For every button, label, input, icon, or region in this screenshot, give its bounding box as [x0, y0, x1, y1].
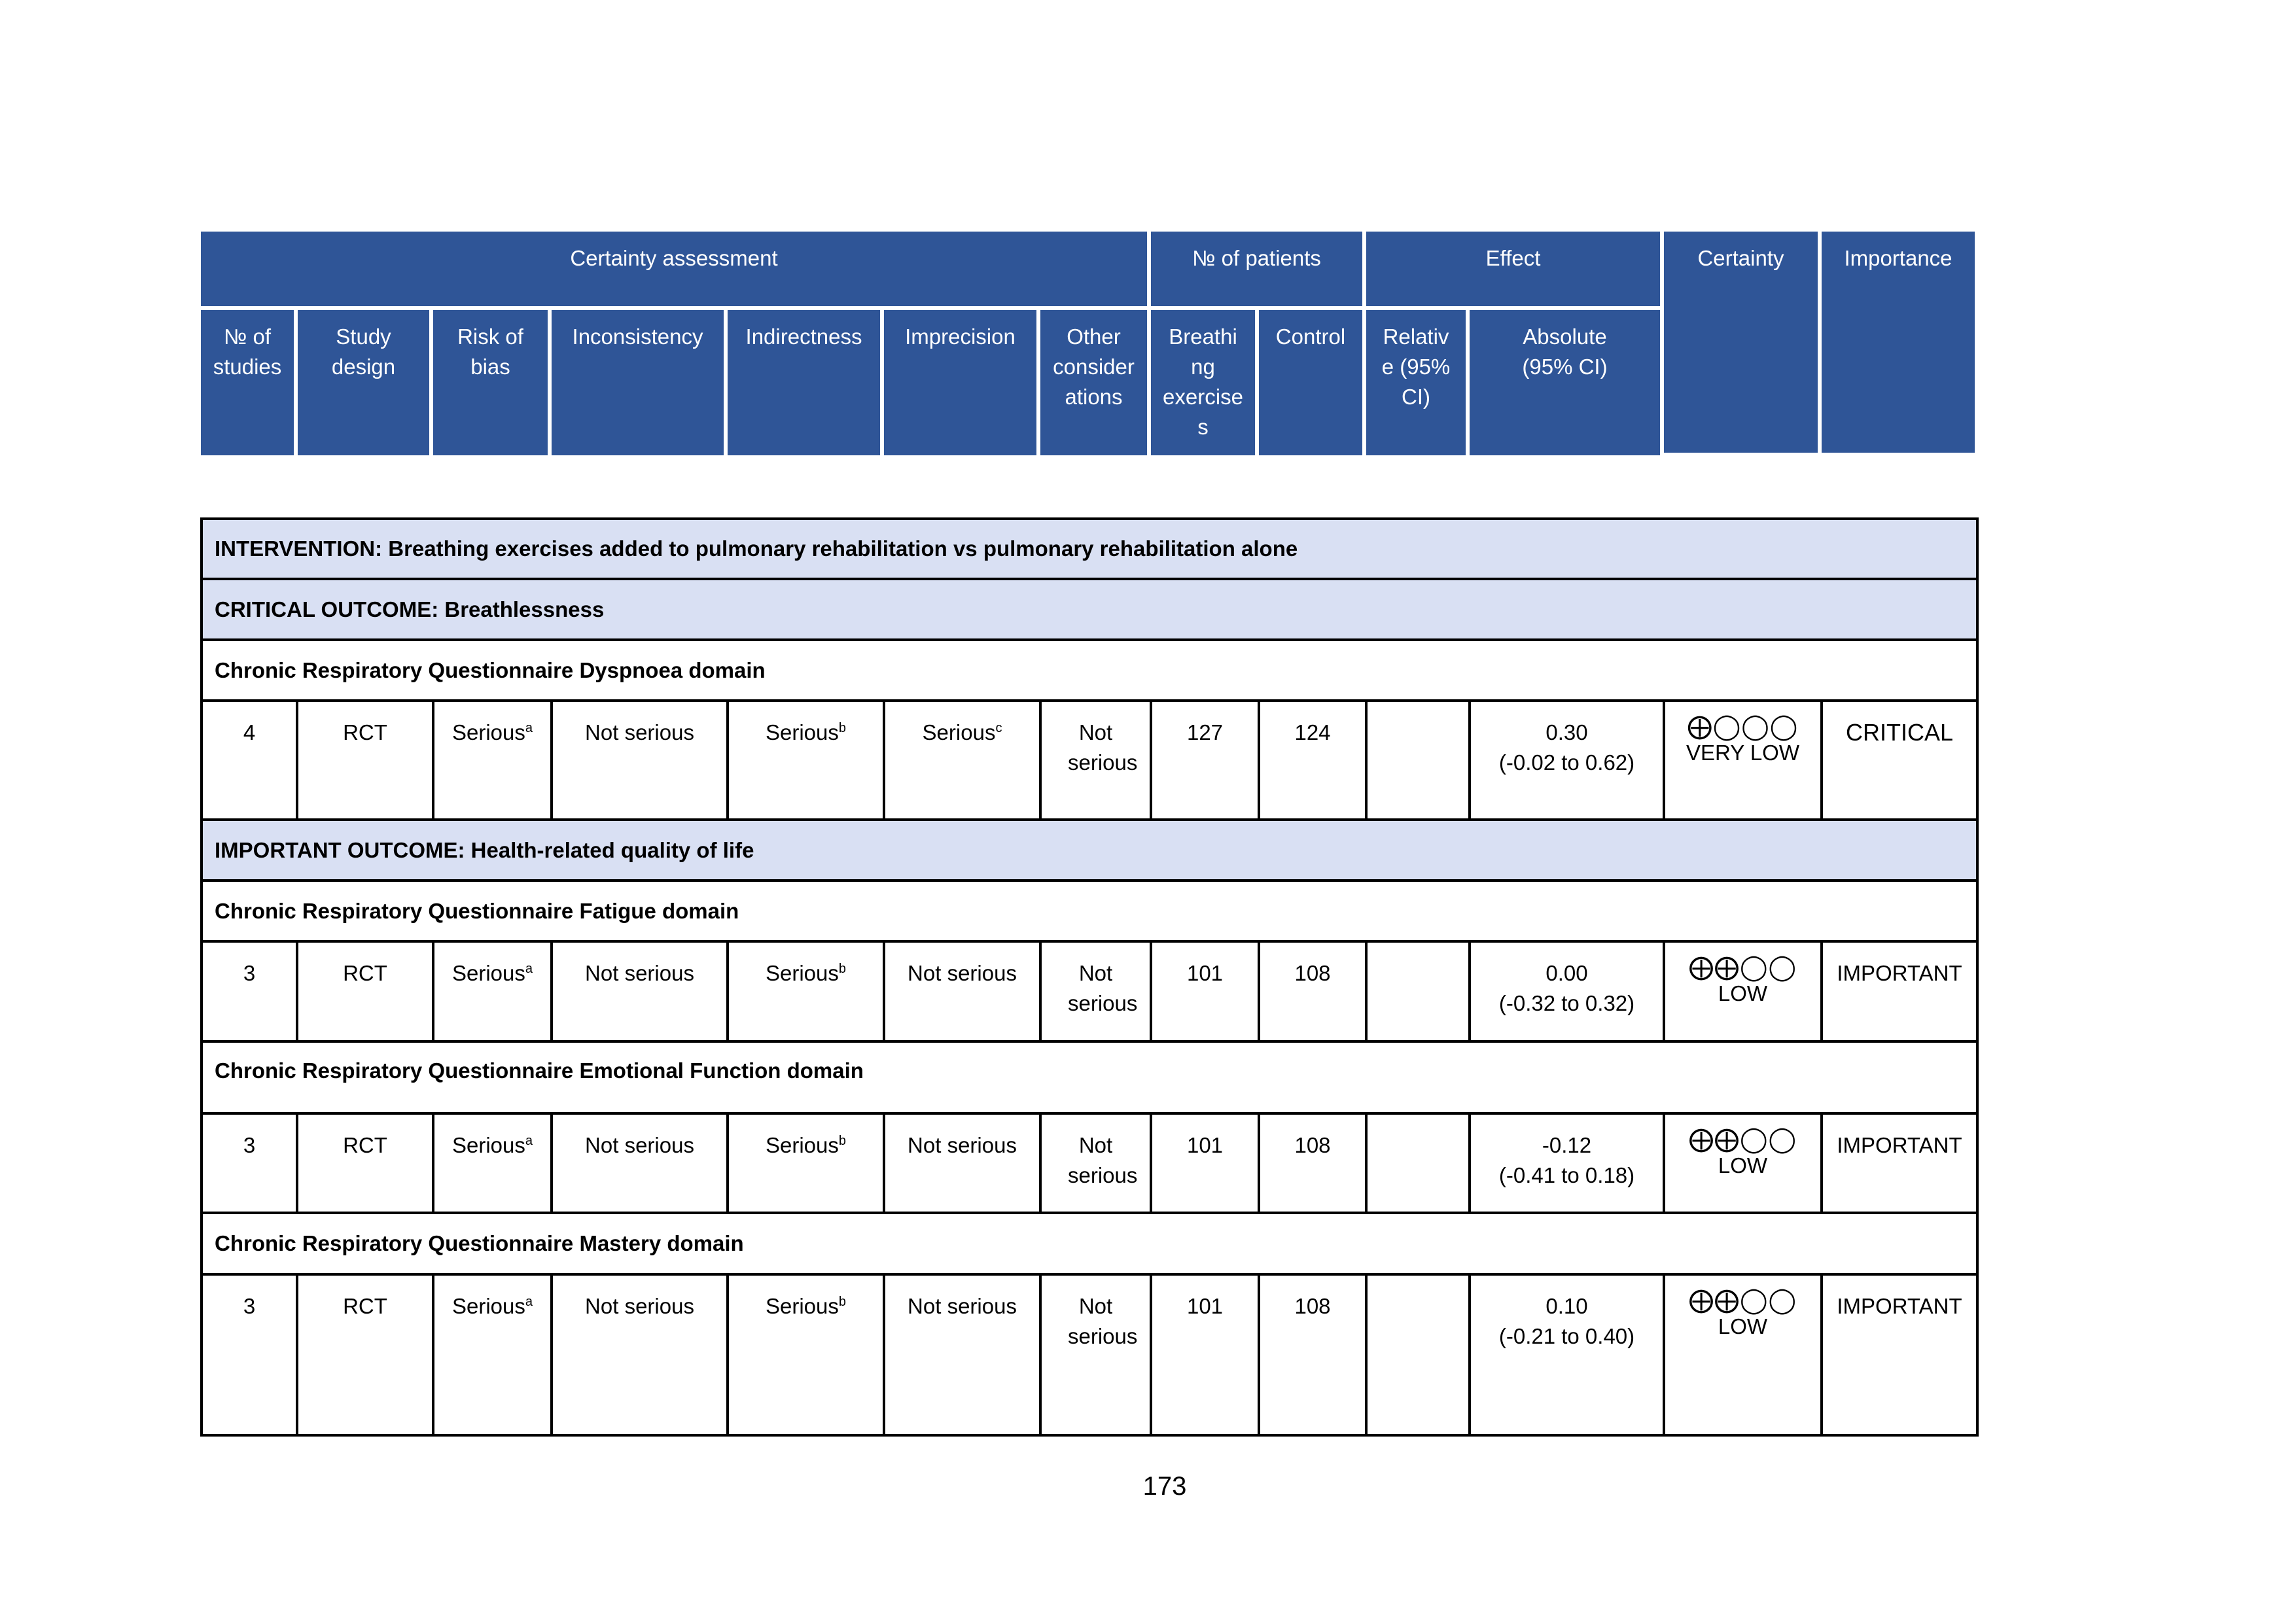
band-dyspnoea-domain: Chronic Respiratory Questionnaire Dyspnoea domain [200, 638, 1979, 699]
cell-indirectness [726, 1273, 883, 1437]
cell-imprecision [883, 1273, 1039, 1437]
cell-other: Not serious [1039, 699, 1150, 818]
cell-control: 108 [1258, 940, 1365, 1040]
cell-certainty [1663, 1273, 1820, 1437]
cell-absolute [1468, 699, 1663, 818]
col-indirectness: Indirectness [728, 310, 880, 455]
absolute-value: 0.00 [1545, 961, 1588, 985]
absolute-ci: (-0.32 to 0.32) [1498, 991, 1635, 1015]
imprecision-footnote: c [995, 721, 1002, 735]
absolute-value: 0.10 [1545, 1294, 1588, 1318]
certainty-symbols: ⨁◯◯◯ [1687, 713, 1799, 741]
certainty-symbols: ⨁⨁◯◯ [1688, 1126, 1797, 1153]
certainty-label: LOW [1718, 981, 1768, 1005]
cell-certainty [1663, 699, 1820, 818]
imprecision-text: Serious [922, 720, 996, 744]
cell-other: Not serious [1039, 940, 1150, 1040]
cell-certainty [1663, 940, 1820, 1040]
cell-other: Not serious [1039, 1112, 1150, 1212]
indirectness-footnote: b [838, 1134, 846, 1148]
cell-control: 108 [1258, 1112, 1365, 1212]
cell-relative [1365, 940, 1468, 1040]
cell-importance: IMPORTANT [1820, 1273, 1979, 1437]
cell-absolute [1468, 1112, 1663, 1212]
cell-relative [1365, 699, 1468, 818]
bias-text: Serious [451, 1133, 525, 1157]
cell-studies: 4 [200, 699, 296, 818]
cell-bias [432, 699, 550, 818]
cell-inconsistency: Not serious [550, 1273, 726, 1437]
col-study-design: Study design [298, 310, 429, 455]
imprecision-text: Not serious [908, 1133, 1017, 1157]
cell-indirectness [726, 699, 883, 818]
cell-studies: 3 [200, 1273, 296, 1437]
indirectness-text: Serious [765, 961, 839, 985]
cell-bias [432, 1112, 550, 1212]
header-effect: Effect [1366, 232, 1660, 306]
bias-footnote: a [525, 1295, 533, 1309]
indirectness-text: Serious [765, 720, 839, 744]
indirectness-text: Serious [765, 1133, 839, 1157]
cell-indirectness [726, 1112, 883, 1212]
page-number: 173 [1142, 1472, 1187, 1501]
bias-text: Serious [451, 720, 525, 744]
certainty-label: VERY LOW [1686, 741, 1799, 765]
cell-breathing: 101 [1150, 1273, 1258, 1437]
band-mastery-domain: Chronic Respiratory Questionnaire Mastery domain [200, 1212, 1979, 1273]
indirectness-text: Serious [765, 1294, 839, 1318]
absolute-value: 0.30 [1545, 720, 1588, 744]
bias-footnote: a [525, 1134, 533, 1148]
cell-bias [432, 1273, 550, 1437]
band-critical-outcome: CRITICAL OUTCOME: Breathlessness [200, 578, 1979, 638]
bias-text: Serious [451, 1294, 525, 1318]
absolute-value: -0.12 [1542, 1133, 1592, 1157]
band-fatigue-domain: Chronic Respiratory Questionnaire Fatigue domain [200, 879, 1979, 940]
cell-design: RCT [296, 940, 432, 1040]
cell-indirectness [726, 940, 883, 1040]
col-inconsistency: Inconsistency [552, 310, 724, 455]
cell-other: Not serious [1039, 1273, 1150, 1437]
col-risk-of-bias: Risk of bias [433, 310, 548, 455]
cell-imprecision [883, 1112, 1039, 1212]
header-num-patients: № of patients [1151, 232, 1362, 306]
col-relative: Relativ e (95% CI) [1366, 310, 1466, 455]
cell-absolute [1468, 1273, 1663, 1437]
band-important-outcome: IMPORTANT OUTCOME: Health-related quality of life [200, 818, 1979, 879]
bias-footnote: a [525, 721, 533, 735]
bias-text: Serious [451, 961, 525, 985]
certainty-symbols: ⨁⨁◯◯ [1688, 954, 1797, 981]
cell-bias [432, 940, 550, 1040]
certainty-label: LOW [1718, 1314, 1768, 1338]
cell-imprecision [883, 940, 1039, 1040]
indirectness-footnote: b [838, 1295, 846, 1309]
cell-absolute [1468, 940, 1663, 1040]
col-absolute: Absolute (95% CI) [1470, 310, 1660, 455]
indirectness-footnote: b [838, 721, 846, 735]
absolute-ci: (-0.21 to 0.40) [1498, 1324, 1635, 1348]
indirectness-footnote: b [838, 962, 846, 976]
cell-imprecision [883, 699, 1039, 818]
header-certainty-assessment: Certainty assessment [201, 232, 1147, 306]
band-intervention: INTERVENTION: Breathing exercises added to pulmonary rehabilitation vs pulmonary rehabilitation alone [200, 517, 1979, 578]
cell-certainty [1663, 1112, 1820, 1212]
cell-inconsistency: Not serious [550, 940, 726, 1040]
cell-relative [1365, 1112, 1468, 1212]
cell-design: RCT [296, 1273, 432, 1437]
cell-inconsistency: Not serious [550, 699, 726, 818]
cell-studies: 3 [200, 1112, 296, 1212]
cell-breathing: 101 [1150, 1112, 1258, 1212]
col-num-studies: № of studies [201, 310, 294, 455]
imprecision-text: Not serious [908, 1294, 1017, 1318]
cell-design: RCT [296, 699, 432, 818]
certainty-label: LOW [1718, 1153, 1768, 1178]
absolute-ci: (-0.41 to 0.18) [1498, 1163, 1635, 1187]
col-breathing-exercises: Breathi ng exercise s [1151, 310, 1255, 455]
col-control: Control [1259, 310, 1362, 455]
cell-design: RCT [296, 1112, 432, 1212]
col-other-considerations: Other consider ations [1040, 310, 1147, 455]
cell-importance: IMPORTANT [1820, 940, 1979, 1040]
bias-footnote: a [525, 962, 533, 976]
cell-control: 124 [1258, 699, 1365, 818]
header-certainty: Certainty [1664, 232, 1818, 453]
col-imprecision: Imprecision [884, 310, 1036, 455]
imprecision-text: Not serious [908, 961, 1017, 985]
absolute-ci: (-0.02 to 0.62) [1498, 750, 1635, 775]
cell-control: 108 [1258, 1273, 1365, 1437]
cell-inconsistency: Not serious [550, 1112, 726, 1212]
header-importance: Importance [1822, 232, 1975, 453]
cell-breathing: 127 [1150, 699, 1258, 818]
cell-relative [1365, 1273, 1468, 1437]
band-emotional-domain: Chronic Respiratory Questionnaire Emotional Function domain [200, 1040, 1979, 1112]
cell-importance: IMPORTANT [1820, 1112, 1979, 1212]
cell-studies: 3 [200, 940, 296, 1040]
cell-importance: CRITICAL [1820, 699, 1979, 818]
certainty-symbols: ⨁⨁◯◯ [1688, 1287, 1797, 1314]
cell-breathing: 101 [1150, 940, 1258, 1040]
